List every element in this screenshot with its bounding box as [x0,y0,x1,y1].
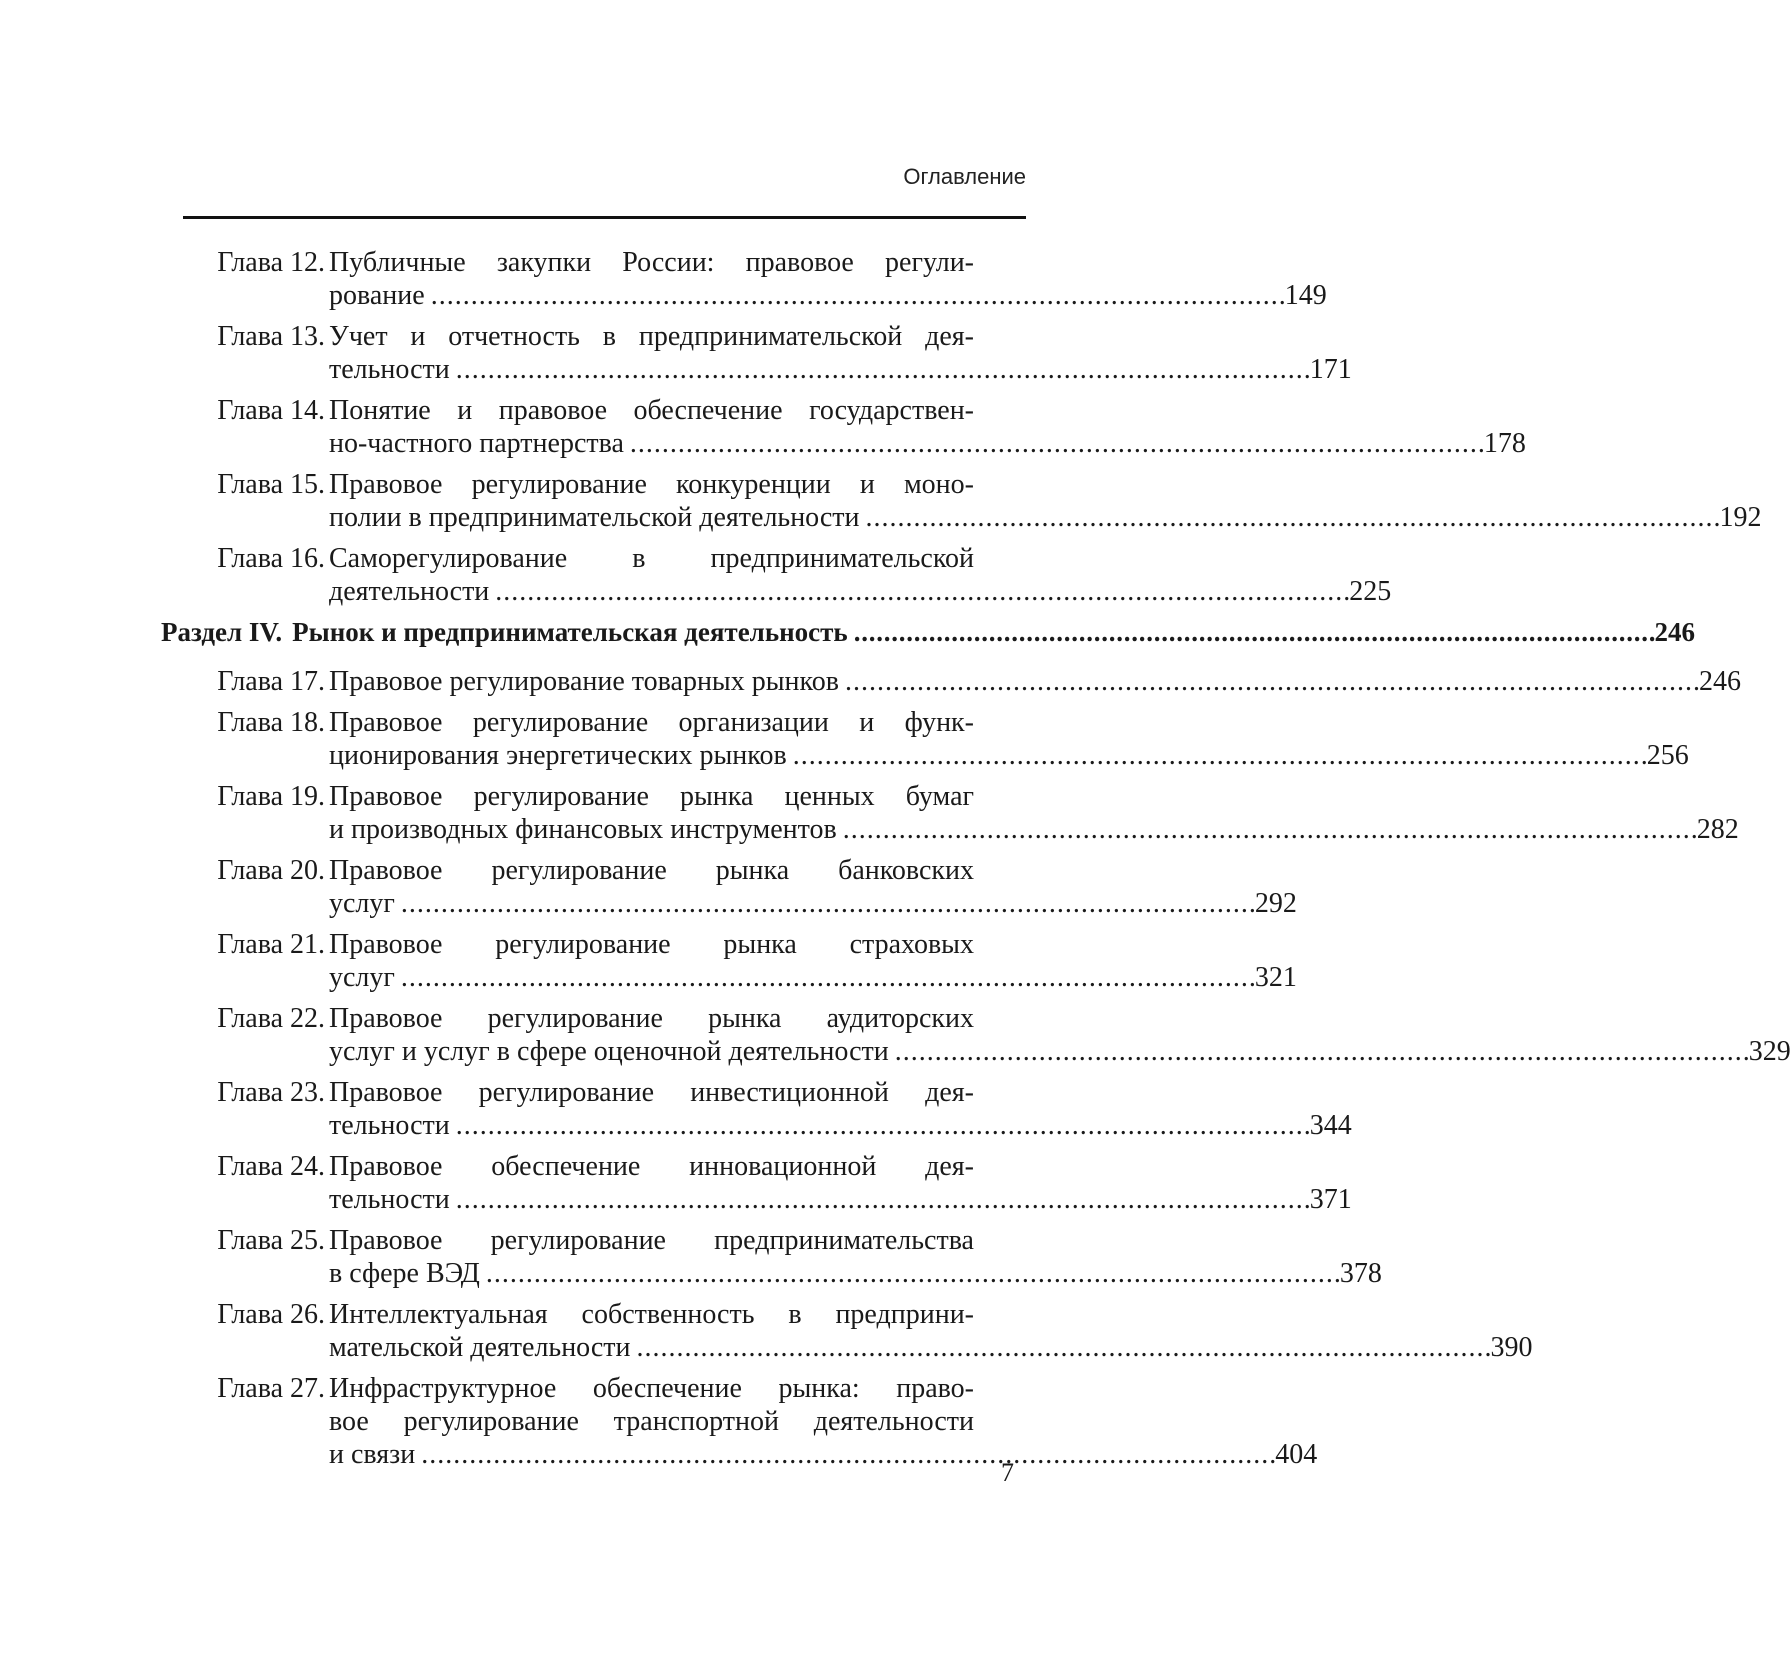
toc-page-number: 390 [1490,1332,1533,1363]
toc-chapter-entry[interactable] [183,1002,1791,1068]
toc-title-line: Правовое регулирование товарных рынков [329,666,839,697]
toc-page-number: 404 [1275,1439,1318,1470]
toc-title-line: и производных финансовых инструментов [329,814,837,845]
toc-title-line: в сфере ВЭД [329,1258,480,1289]
dot-leader [456,1109,1308,1142]
toc-chapter-label: Глава 25. [217,1225,325,1256]
header-rule [183,216,1026,219]
toc-chapter-entry[interactable] [183,1298,1533,1364]
toc-chapter-label: Глава 17. [217,666,325,697]
toc-title-line: Правовое обеспечение инновационной дея- [329,1151,974,1182]
toc-title-line: деятельности [329,576,490,607]
toc-title-line: услуг и услуг в сфере оценочной деятельности [329,1036,889,1067]
toc-chapter-label: Глава 23. [217,1077,325,1108]
toc-page-number: 344 [1309,1110,1352,1141]
toc-title-line: тельности [329,354,450,385]
toc-title-line: Публичные закупки России: правовое регули- [329,247,974,278]
toc-page-number: 371 [1309,1184,1352,1215]
toc-page-number: 149 [1284,280,1327,311]
toc-page-number: 178 [1483,428,1526,459]
dot-leader [456,353,1308,386]
toc-page-number: 292 [1254,888,1297,919]
toc-title-line: вое регулирование транспортной деятельности [329,1406,974,1437]
table-of-contents [161,246,1791,1479]
toc-chapter-entry[interactable] [183,542,1392,608]
toc-title-line: Правовое регулирование рынка ценных бумаг [329,781,974,812]
toc-chapter-entry[interactable] [183,780,1739,846]
toc-title-line: Понятие и правовое обеспечение государствен- [329,395,974,426]
toc-chapter-entry[interactable] [183,665,1741,698]
toc-title-line: Интеллектуальная собственность в предприни- [329,1299,974,1330]
dot-leader [843,813,1695,846]
dot-leader [401,961,1253,994]
toc-chapter-label: Глава 18. [217,707,325,738]
toc-title-line: но-частного партнерства [329,428,624,459]
toc-page-number: 225 [1349,576,1392,607]
toc-chapter-entry[interactable] [183,246,1327,312]
toc-title-line: Инфраструктурное обеспечение рынка: право- [329,1373,974,1404]
toc-page-number: 378 [1339,1258,1382,1289]
toc-chapter-entry[interactable] [183,854,1297,920]
toc-chapter-entry[interactable] [183,320,1352,386]
toc-chapter-entry[interactable] [183,468,1762,534]
toc-page-number: 321 [1254,962,1297,993]
page-number: 7 [1001,1458,1014,1487]
toc-section-title: Рынок и предпринимательская деятельность [292,617,848,647]
toc-title-line: и связи [329,1439,416,1470]
dot-leader [456,1183,1308,1216]
toc-title-line: Учет и отчетность в предпринимательской дея- [329,321,974,352]
toc-title-line: Правовое регулирование предпринимательства [329,1225,974,1256]
toc-page-number: 329 [1748,1036,1791,1067]
dot-leader [895,1035,1747,1068]
toc-chapter-label: Глава 20. [217,855,325,886]
dot-leader [866,501,1718,534]
toc-title-line: Саморегулирование в предпринимательской [329,543,974,574]
dot-leader [854,616,1653,649]
toc-title-line: рование [329,280,425,311]
toc-title-line: Правовое регулирование организации и функ- [329,707,974,738]
toc-chapter-label: Глава 22. [217,1003,325,1034]
toc-title-line: Правовое регулирование рынка страховых [329,929,974,960]
toc-chapter-entry[interactable] [183,706,1689,772]
toc-title-line: Правовое регулирование рынка банковских [329,855,974,886]
toc-page-number: 246 [1698,666,1741,697]
toc-title-line: ционирования энергетических рынков [329,740,787,771]
toc-page-number: 256 [1646,740,1689,771]
toc-section-label: Раздел IV. [161,617,283,647]
toc-title-line: услуг [329,888,395,919]
toc-section-entry[interactable] [161,616,1695,649]
toc-chapter-label: Глава 24. [217,1151,325,1182]
toc-chapter-label: Глава 14. [217,395,325,426]
toc-chapter-entry[interactable] [183,1150,1352,1216]
toc-page-number: 192 [1719,502,1762,533]
toc-chapter-entry[interactable] [183,1372,1318,1471]
toc-title-line: полии в предпринимательской деятельности [329,502,860,533]
toc-page-number: 246 [1654,617,1695,647]
toc-chapter-label: Глава 26. [217,1299,325,1330]
dot-leader [401,887,1253,920]
toc-chapter-label: Глава 12. [217,247,325,278]
toc-chapter-entry[interactable] [183,928,1297,994]
dot-leader [421,1438,1273,1471]
dot-leader [486,1257,1338,1290]
dot-leader [495,575,1347,608]
toc-title-line: тельности [329,1184,450,1215]
toc-chapter-label: Глава 27. [217,1373,325,1404]
toc-title-line: тельности [329,1110,450,1141]
toc-title-line: Правовое регулирование инвестиционной дея- [329,1077,974,1108]
running-head: Оглавление [903,164,1026,189]
toc-chapter-label: Глава 21. [217,929,325,960]
toc-page-number: 171 [1309,354,1352,385]
dot-leader [431,279,1283,312]
toc-chapter-label: Глава 15. [217,469,325,500]
toc-chapter-entry[interactable] [183,1076,1352,1142]
toc-chapter-entry[interactable] [183,1224,1382,1290]
toc-title-line: Правовое регулирование рынка аудиторских [329,1003,974,1034]
dot-leader [630,427,1482,460]
toc-chapter-entry[interactable] [183,394,1526,460]
toc-title-line: Правовое регулирование конкуренции и моно- [329,469,974,500]
dot-leader [637,1331,1489,1364]
toc-chapter-label: Глава 13. [217,321,325,352]
toc-title-line: мательской деятельности [329,1332,631,1363]
dot-leader [845,665,1697,698]
dot-leader [793,739,1645,772]
toc-title-line: услуг [329,962,395,993]
toc-page-number: 282 [1696,814,1739,845]
toc-chapter-label: Глава 19. [217,781,325,812]
toc-chapter-label: Глава 16. [217,543,325,574]
